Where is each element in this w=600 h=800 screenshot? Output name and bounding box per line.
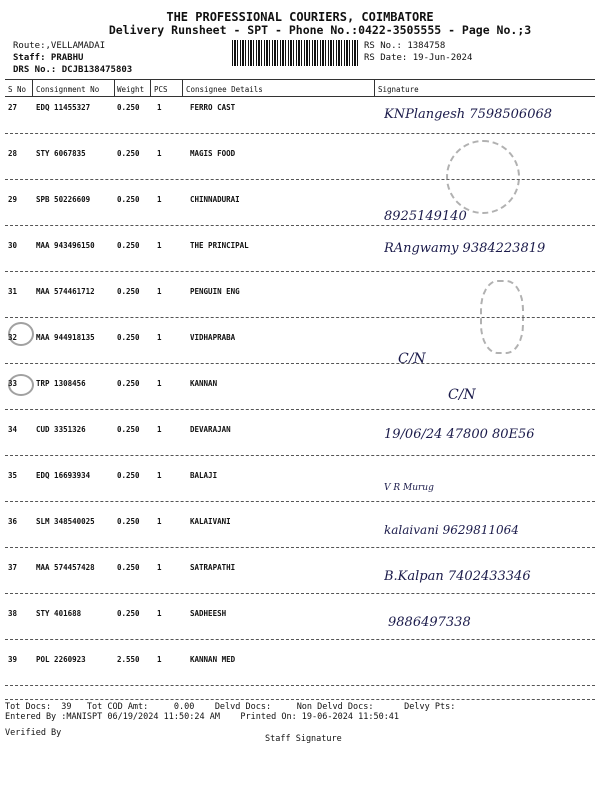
- row-pcs: 1: [157, 471, 162, 480]
- rs-number: RS No.: 1384758: [364, 41, 446, 51]
- row-signature: 8925149140: [384, 209, 467, 224]
- row-consignee: THE PRINCIPAL: [190, 241, 249, 250]
- row-separator: [5, 501, 595, 502]
- row-separator: [5, 685, 595, 686]
- stamp-fragment: [480, 280, 524, 354]
- row-consignee: SATRAPATHI: [190, 563, 236, 572]
- row-weight: 0.250: [117, 517, 140, 526]
- row-separator: [5, 225, 595, 226]
- row-consignment-no: MAA 943496150: [36, 241, 95, 250]
- row-separator: [5, 363, 595, 364]
- row-weight: 0.250: [117, 563, 140, 572]
- row-weight: 0.250: [117, 471, 140, 480]
- circle-mark: [8, 374, 34, 396]
- row-consignment-no: POL 2260923: [36, 655, 86, 664]
- row-consignee: KALAIVANI: [190, 517, 231, 526]
- row-weight: 0.250: [117, 103, 140, 112]
- col-header-sno: S No: [8, 85, 27, 94]
- row-weight: 0.250: [117, 195, 140, 204]
- row-pcs: 1: [157, 195, 162, 204]
- row-consignment-no: CUD 3351326: [36, 425, 86, 434]
- col-header-weight: Weight: [117, 85, 145, 94]
- row-pcs: 1: [157, 149, 162, 158]
- row-sno: 31: [8, 287, 18, 296]
- row-sno: 29: [8, 195, 18, 204]
- col-divider: [374, 79, 375, 96]
- row-consignee: BALAJI: [190, 471, 218, 480]
- document-subtitle: Delivery Runsheet - SPT - Phone No.:0422-3505555 - Page No.;3: [108, 23, 532, 37]
- row-consignee: CHINNADURAI: [190, 195, 240, 204]
- header-rule-top: [5, 79, 595, 80]
- row-pcs: 1: [157, 103, 162, 112]
- row-sno: 37: [8, 563, 18, 572]
- row-consignee: VIDHAPRABA: [190, 333, 236, 342]
- drs-number: DRS No.: DCJB138475803: [13, 65, 133, 75]
- row-consignment-no: MAA 944918135: [36, 333, 95, 342]
- row-consignee: KANNAN MED: [190, 655, 236, 664]
- row-weight: 0.250: [117, 287, 140, 296]
- row-weight: 0.250: [117, 379, 140, 388]
- row-weight: 2.550: [117, 655, 140, 664]
- row-signature: KNPlangesh 7598506068: [384, 107, 553, 122]
- row-separator: [5, 639, 595, 640]
- row-consignment-no: STY 401688: [36, 609, 82, 618]
- row-consignment-no: STY 6067835: [36, 149, 86, 158]
- row-weight: 0.250: [117, 333, 140, 342]
- row-sno: 30: [8, 241, 18, 250]
- row-pcs: 1: [157, 241, 162, 250]
- col-header-consignment: Consignment No: [36, 85, 100, 94]
- row-signature: C/N: [448, 387, 476, 403]
- col-divider: [114, 79, 115, 96]
- row-consignment-no: EDQ 16693934: [36, 471, 91, 480]
- row-separator: [5, 133, 595, 134]
- staff-label: Staff: PRABHU: [13, 53, 84, 63]
- route-label: Route:,VELLAMADAI: [13, 41, 106, 51]
- row-consignee: SADHEESH: [190, 609, 227, 618]
- row-pcs: 1: [157, 425, 162, 434]
- row-consignee: FERRO CAST: [190, 103, 236, 112]
- verified-by-label: Verified By: [5, 728, 62, 738]
- row-pcs: 1: [157, 379, 162, 388]
- row-signature: kalaivani 9629811064: [384, 523, 519, 537]
- entered-by-line: Entered By :MANISPT 06/19/2024 11:50:24 AM Printed On: 19-06-2024 11:50:41: [5, 712, 400, 722]
- circle-mark: [8, 322, 34, 346]
- row-sno: 32: [8, 333, 18, 342]
- row-signature: V R Murug: [384, 483, 434, 493]
- row-sno: 34: [8, 425, 18, 434]
- row-sno: 27: [8, 103, 18, 112]
- header-rule-bottom: [5, 96, 595, 97]
- staff-signature-label: Staff Signature: [265, 734, 342, 744]
- col-header-consignee: Consignee Details: [186, 85, 263, 94]
- row-consignee: PENGUIN ENG: [190, 287, 240, 296]
- row-pcs: 1: [157, 517, 162, 526]
- row-separator: [5, 271, 595, 272]
- col-divider: [32, 79, 33, 96]
- row-weight: 0.250: [117, 425, 140, 434]
- totals-line: Tot Docs: 39 Tot COD Amt: 0.00 Delvd Docs: Non Delvd Docs: Delvy Pts:: [5, 702, 456, 712]
- row-signature: 9886497338: [388, 615, 471, 630]
- col-header-signature: Signature: [378, 85, 419, 94]
- row-consignment-no: MAA 574461712: [36, 287, 95, 296]
- company-stamp: [446, 140, 520, 214]
- barcode-image: [232, 40, 358, 66]
- row-pcs: 1: [157, 287, 162, 296]
- row-pcs: 1: [157, 563, 162, 572]
- row-pcs: 1: [157, 609, 162, 618]
- row-sno: 38: [8, 609, 18, 618]
- row-separator: [5, 409, 595, 410]
- rs-date: RS Date: 19-Jun-2024: [364, 53, 473, 63]
- row-separator: [5, 593, 595, 594]
- row-separator: [5, 455, 595, 456]
- document-title: THE PROFESSIONAL COURIERS, COIMBATORE: [166, 10, 434, 24]
- col-header-pcs: PCS: [154, 85, 168, 94]
- row-weight: 0.250: [117, 149, 140, 158]
- row-signature: B.Kalpan 7402433346: [384, 569, 531, 584]
- row-signature: 19/06/24 47800 80E56: [384, 427, 535, 442]
- col-divider: [182, 79, 183, 96]
- row-consignment-no: EDQ 11455327: [36, 103, 91, 112]
- row-consignment-no: MAA 574457428: [36, 563, 95, 572]
- row-sno: 28: [8, 149, 18, 158]
- row-signature: RAngwamy 9384223819: [384, 241, 546, 256]
- row-consignee: DEVARAJAN: [190, 425, 231, 434]
- row-consignee: KANNAN: [190, 379, 218, 388]
- row-sno: 33: [8, 379, 18, 388]
- row-sno: 35: [8, 471, 18, 480]
- row-pcs: 1: [157, 655, 162, 664]
- row-separator: [5, 547, 595, 548]
- row-consignee: MAGIS FOOD: [190, 149, 236, 158]
- row-consignment-no: TRP 1308456: [36, 379, 86, 388]
- row-sno: 39: [8, 655, 18, 664]
- row-sno: 36: [8, 517, 18, 526]
- row-signature: C/N: [398, 351, 426, 367]
- col-divider: [150, 79, 151, 96]
- footer-rule: [5, 699, 595, 700]
- row-weight: 0.250: [117, 241, 140, 250]
- row-consignment-no: SLM 348540025: [36, 517, 95, 526]
- row-consignment-no: SPB 50226609: [36, 195, 91, 204]
- row-pcs: 1: [157, 333, 162, 342]
- row-weight: 0.250: [117, 609, 140, 618]
